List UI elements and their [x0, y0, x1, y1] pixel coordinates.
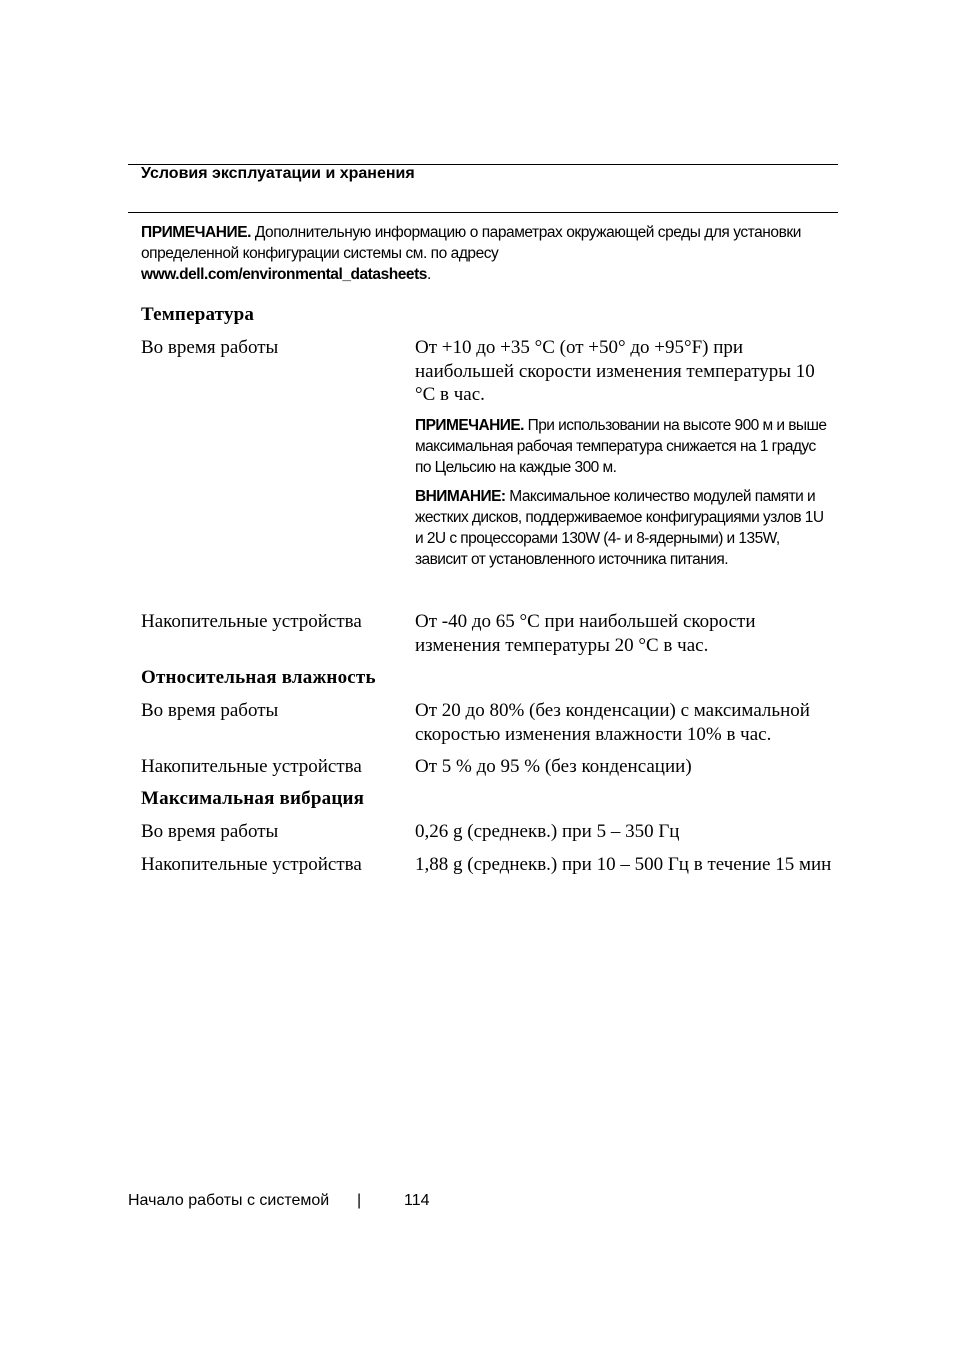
vibration-operating-label: Во время работы [141, 821, 279, 842]
temperature-caution [415, 486, 835, 570]
temperature-storage-label: Накопительные устройства [141, 611, 362, 632]
vibration-heading: Максимальная вибрация [141, 788, 365, 809]
humidity-storage-value: От 5 % до 95 % (без конденсации) [415, 756, 692, 777]
temperature-caution-text: Максимальное количество модулей памяти и жестких дисков, поддерживаемое конфигурациями узлов 1U и 2U с процессорами 130W (4- и 8-ядерными) и 135W, зависит от установленного источника питания. [415, 488, 824, 568]
temperature-operating-label: Во время работы [141, 337, 279, 358]
top-note-link: www.dell.com/environmental_datasheets [141, 266, 427, 283]
footer-separator: | [357, 1192, 362, 1209]
top-note [141, 222, 831, 285]
vibration-storage-value: 1,88 g (среднекв.) при 10 – 500 Гц в течение 15 мин [415, 854, 832, 875]
section-rule [128, 212, 838, 213]
top-note-tail: . [426, 266, 431, 283]
humidity-storage-label: Накопительные устройства [141, 756, 362, 777]
temperature-heading: Температура [141, 304, 255, 325]
temperature-note-text: При использовании на высоте 900 м и выше максимальная рабочая температура снижается на 1 градус по Цельсию на каждые 300 м. [415, 417, 827, 476]
humidity-operating-value: От 20 до 80% (без конденсации) с максимальной скоростью изменения влажности 10% в час. [415, 700, 810, 745]
humidity-operating-label: Во время работы [141, 700, 279, 721]
vibration-storage-label: Накопительные устройства [141, 854, 362, 875]
humidity-heading: Относительная влажность [141, 667, 376, 688]
top-note-text: Дополнительную информацию о параметрах окружающей среды для установки определенной конфигурации системы см. по адресу [141, 224, 801, 262]
temperature-note [415, 415, 835, 478]
temperature-storage-value: От -40 до 65 °C при наибольшей скорости изменения температуры 20 °C в час. [415, 611, 756, 656]
footer-title: Начало работы с системой [128, 1192, 330, 1209]
vibration-operating-value: 0,26 g (среднекв.) при 5 – 350 Гц [415, 821, 680, 842]
temperature-caution-label: ВНИМАНИЕ: [415, 488, 506, 505]
temperature-operating-value: От +10 до +35 °C (от +50° до +95°F) при наибольшей скорости изменения температуры 10 °C в час. [415, 337, 815, 405]
top-note-label: ПРИМЕЧАНИЕ. [141, 224, 251, 241]
footer-page-number: 114 [404, 1192, 430, 1209]
temperature-note-label: ПРИМЕЧАНИЕ. [415, 417, 524, 434]
section-title: Условия эксплуатации и хранения [141, 165, 415, 182]
